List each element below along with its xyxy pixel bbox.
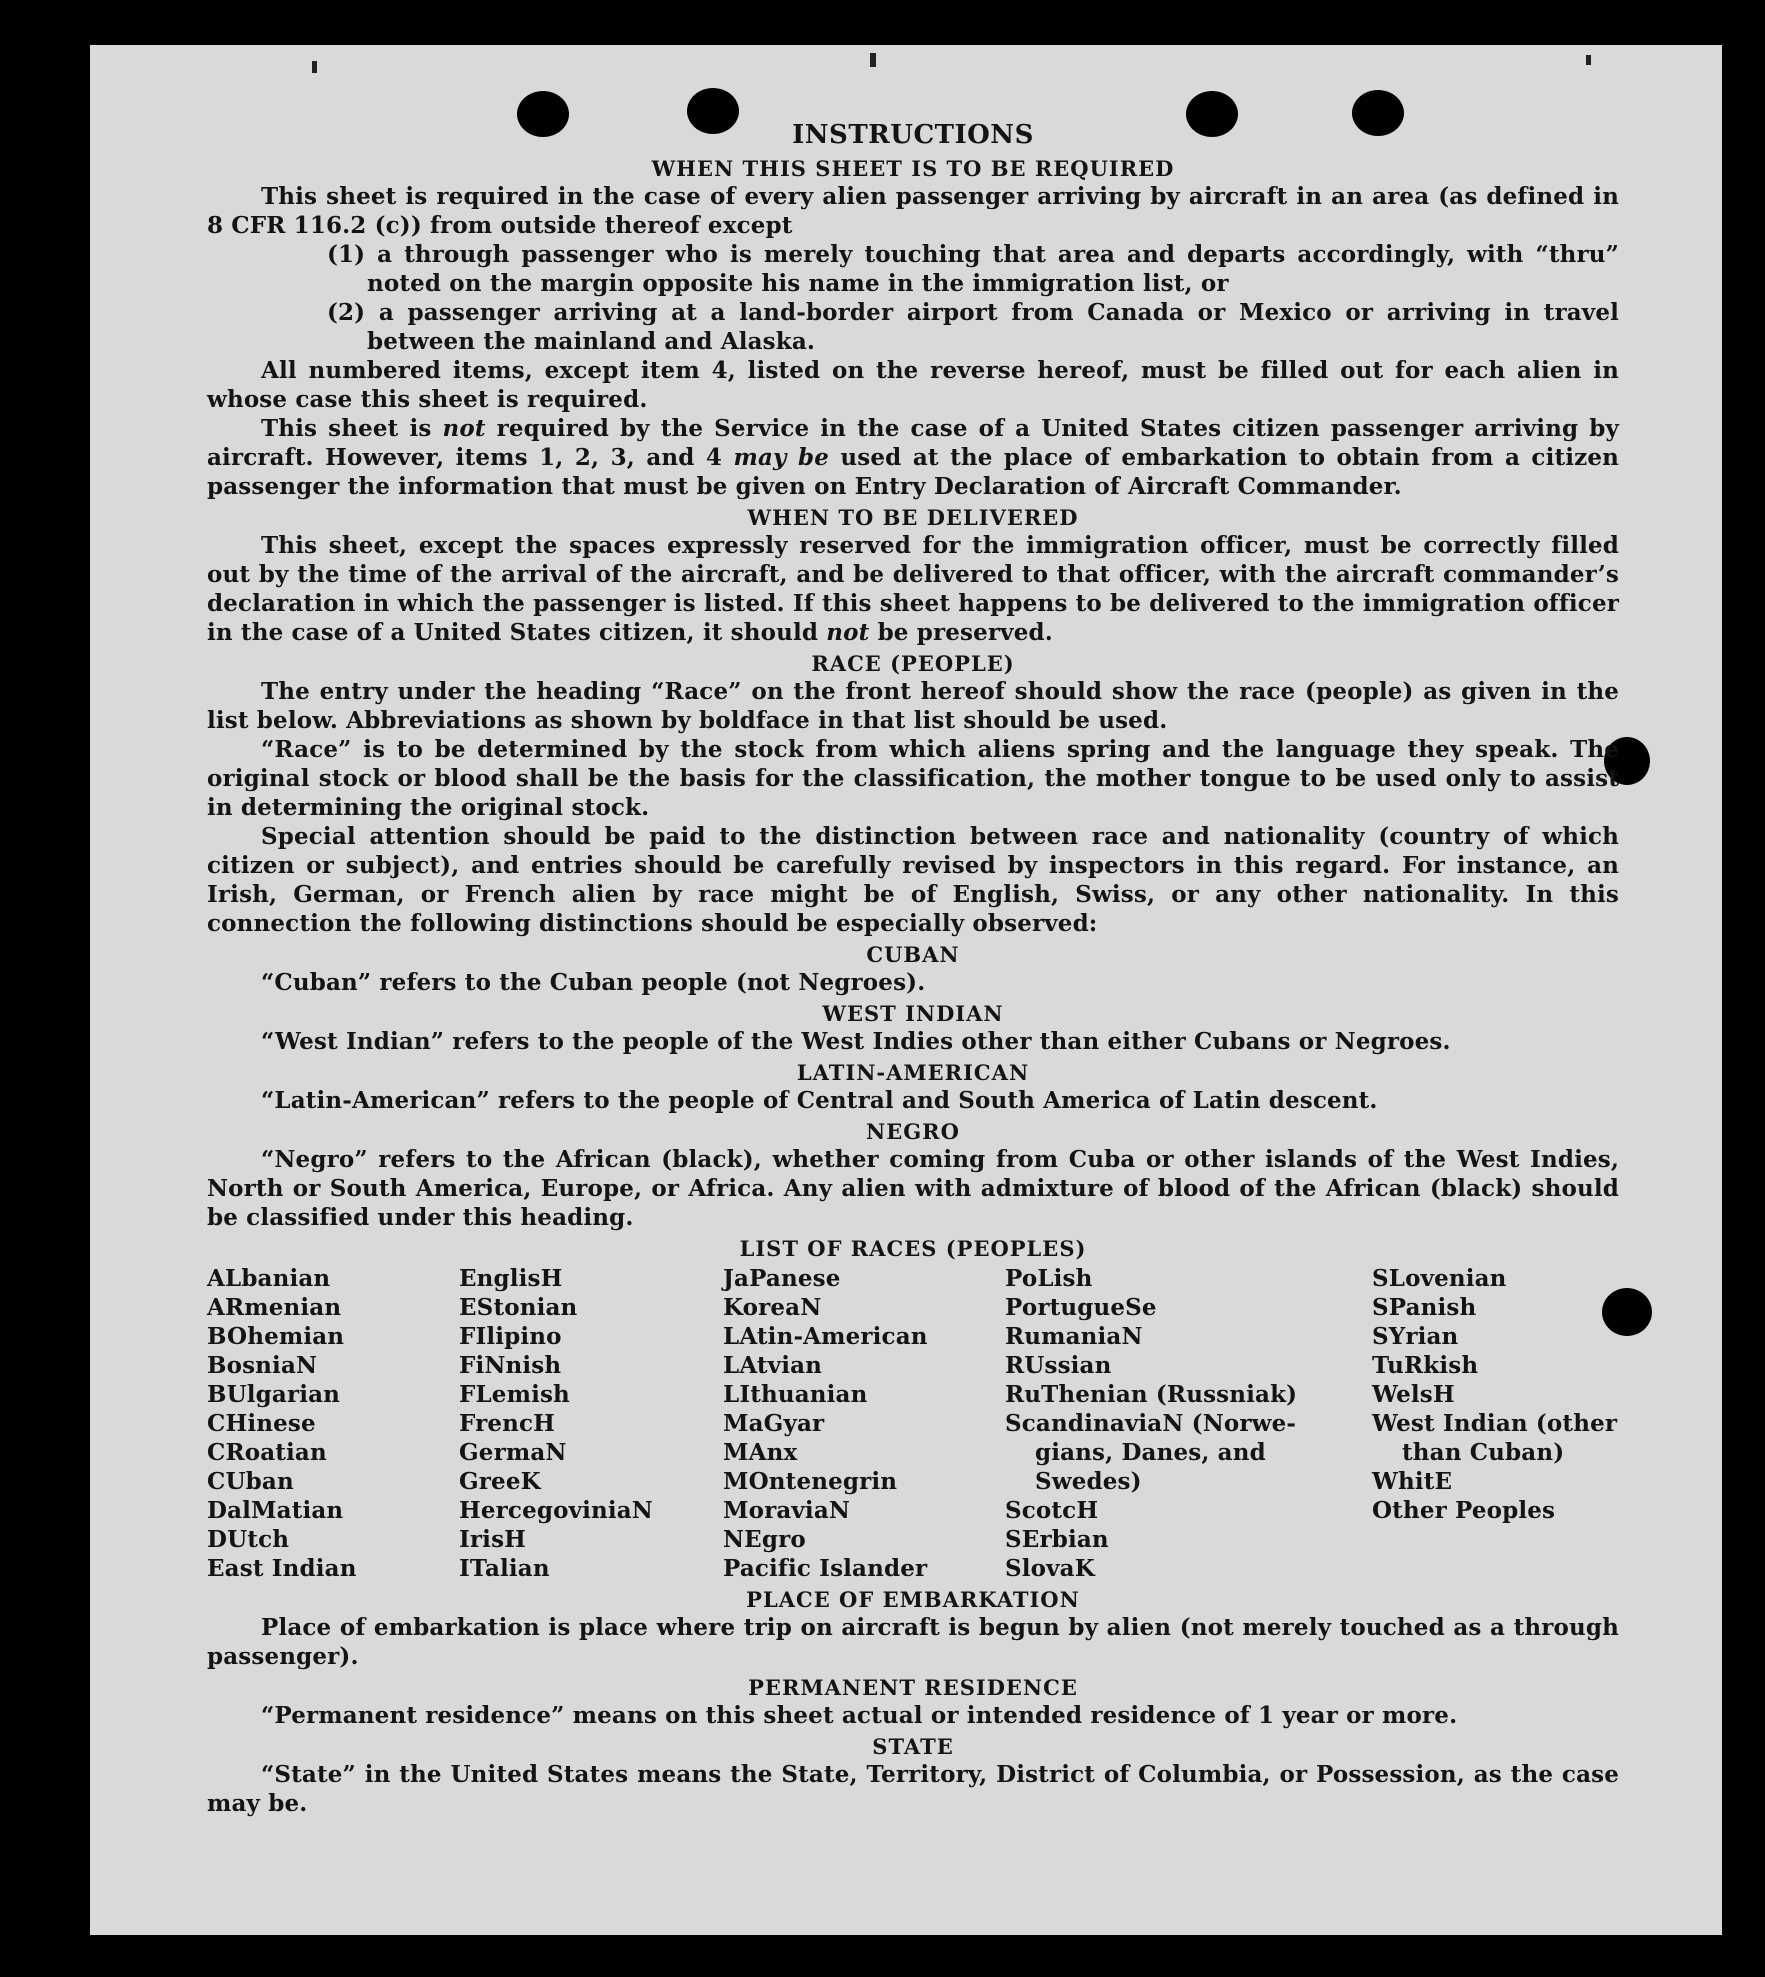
section-heading-race: RACE (PEOPLE) [811, 651, 1015, 676]
race-entry: SLovenian [1372, 1265, 1507, 1292]
race-entry: BOhemian [207, 1323, 345, 1350]
page-title: INSTRUCTIONS [792, 120, 1034, 150]
ink-speck [312, 61, 317, 73]
paragraph: “Latin-American” refers to the people of Central and South America of Latin descent. [261, 1087, 1378, 1114]
race-entry: WelsH [1372, 1381, 1455, 1408]
race-entry: KoreaN [723, 1294, 822, 1321]
section-heading-when-delivered: WHEN TO BE DELIVERED [747, 505, 1079, 530]
race-entry: CRoatian [207, 1439, 327, 1466]
race-entry: West Indian (other [1372, 1410, 1618, 1437]
race-entry: NEgro [723, 1526, 806, 1553]
races-column [723, 1264, 1005, 1583]
race-entry: LAtvian [723, 1352, 823, 1379]
race-entry: SPanish [1372, 1294, 1477, 1321]
race-entry: ARmenian [207, 1294, 342, 1321]
section-heading-embarkation: PLACE OF EMBARKATION [746, 1587, 1080, 1612]
race-entry: JaPanese [723, 1265, 841, 1292]
race-entry: ALbanian [207, 1265, 331, 1292]
races-list [207, 1264, 1619, 1583]
section-heading-negro: NEGRO [866, 1119, 960, 1144]
list-item: (2) a passenger arriving at a land-border airport from Canada or Mexico or arriving in travel between the mainland and Alaska. [327, 299, 1619, 355]
race-entry: FIlipino [459, 1323, 562, 1350]
race-entry: MOntenegrin [723, 1468, 898, 1495]
document-page [90, 45, 1722, 1935]
section-heading-residence: PERMANENT RESIDENCE [748, 1675, 1078, 1700]
paragraph: This sheet, except the spaces expressly reserved for the immigration officer, must be correctly filled out by the time of the arrival of the aircraft, and be delivered to that officer, with the aircraft commander’s declaration in which the passenger is listed. If this sheet happens to be delivered to the immigration officer in the case of a United States citizen, it should not be preserved. [207, 532, 1619, 646]
paragraph: “Race” is to be determined by the stock from which aliens spring and the language they speak. The original stock or blood shall be the basis for the classification, the mother tongue to be used only to assist in determining the original stock. [207, 736, 1619, 821]
paragraph: “West Indian” refers to the people of the West Indies other than either Cubans or Negroes. [261, 1028, 1451, 1055]
race-entry: BosniaN [207, 1352, 318, 1379]
paragraph: “Cuban” refers to the Cuban people (not Negroes). [261, 969, 926, 996]
race-entry: EStonian [459, 1294, 578, 1321]
race-entry: Swedes) [1035, 1468, 1142, 1495]
race-entry: ITalian [459, 1555, 550, 1582]
race-entry: FLemish [459, 1381, 570, 1408]
race-entry: TuRkish [1372, 1352, 1479, 1379]
race-entry: SErbian [1005, 1526, 1109, 1553]
race-entry: CHinese [207, 1410, 316, 1437]
race-entry: MaGyar [723, 1410, 825, 1437]
section-heading-latin-american: LATIN-AMERICAN [796, 1060, 1030, 1085]
paragraph: Place of embarkation is place where trip on aircraft is begun by alien (not merely touched as a through passenger). [207, 1614, 1619, 1670]
race-entry: IrisH [459, 1526, 527, 1553]
paragraph: “Permanent residence” means on this sheet actual or intended residence of 1 year or more. [261, 1702, 1458, 1729]
race-entry: GermaN [459, 1439, 567, 1466]
paragraph: All numbered items, except item 4, listed on the reverse hereof, must be filled out for each alien in whose case this sheet is required. [207, 357, 1619, 413]
race-entry: HercegoviniaN [459, 1497, 653, 1524]
section-heading-cuban: CUBAN [866, 942, 960, 967]
section-heading-list-of-races: LIST OF RACES (PEOPLES) [739, 1236, 1087, 1261]
section-heading-when-required: WHEN THIS SHEET IS TO BE REQUIRED [651, 156, 1175, 181]
race-entry: BUlgarian [207, 1381, 341, 1408]
races-column [1372, 1264, 1619, 1583]
race-entry: LIthuanian [723, 1381, 868, 1408]
race-entry: WhitE [1372, 1468, 1453, 1495]
paragraph: “Negro” refers to the African (black), whether coming from Cuba or other islands of the West Indies, North or South America, Europe, or Africa. Any alien with admixture of blood of the African (black) should be classified under this heading. [207, 1146, 1619, 1231]
race-entry: RuThenian (Russniak) [1005, 1381, 1298, 1408]
paragraph: The entry under the heading “Race” on the front hereof should show the race (people) as given in the list below. Abbreviations as shown by boldface in that list should be used. [207, 678, 1619, 734]
race-entry: PortugueSe [1005, 1294, 1157, 1321]
race-entry: RUssian [1005, 1352, 1112, 1379]
race-entry: SYrian [1372, 1323, 1459, 1350]
race-entry: MoraviaN [723, 1497, 851, 1524]
race-entry: RumaniaN [1005, 1323, 1143, 1350]
race-entry: gians, Danes, and [1035, 1439, 1266, 1466]
race-entry: FrencH [459, 1410, 556, 1437]
paragraph: This sheet is required in the case of every alien passenger arriving by aircraft in an area (as defined in 8 CFR 116.2 (c)) from outside thereof except [207, 183, 1619, 239]
races-column [207, 1264, 459, 1583]
instructions-content [207, 118, 1619, 1818]
race-entry: FiNnish [459, 1352, 562, 1379]
paragraph: “State” in the United States means the State, Territory, District of Columbia, or Possession, as the case may be. [207, 1761, 1619, 1817]
race-entry: Other Peoples [1372, 1497, 1556, 1524]
ink-speck [1586, 55, 1591, 65]
race-entry: LAtin-American [723, 1323, 928, 1350]
paragraph: This sheet is not required by the Service in the case of a United States citizen passenger arriving by aircraft. However, items 1, 2, 3, and 4 may be used at the place of embarkation to obtain from a citizen passenger the information that must be given on Entry Declaration of Aircraft Commander. [207, 415, 1620, 500]
races-column [1005, 1264, 1372, 1583]
paragraph: Special attention should be paid to the distinction between race and nationality (country of which citizen or subject), and entries should be carefully revised by inspectors in this regard. For instance, an Irish, German, or French alien by race might be of English, Swiss, or any other nationality. In this connection the following distinctions should be especially observed: [207, 823, 1619, 937]
race-entry: East Indian [207, 1555, 357, 1582]
race-entry: EnglisH [459, 1265, 563, 1292]
ink-speck [870, 53, 876, 67]
race-entry: CUban [207, 1468, 294, 1495]
race-entry: ScotcH [1005, 1497, 1099, 1524]
race-entry: Pacific Islander [723, 1555, 928, 1582]
section-heading-west-indian: WEST INDIAN [822, 1001, 1004, 1026]
races-column [459, 1264, 723, 1583]
race-entry: PoLish [1005, 1265, 1093, 1292]
race-entry: MAnx [723, 1439, 798, 1466]
list-item: (1) a through passenger who is merely touching that area and departs accordingly, with “thru” noted on the margin opposite his name in the immigration list, or [327, 241, 1619, 297]
race-entry: GreeK [459, 1468, 541, 1495]
race-entry: DUtch [207, 1526, 290, 1553]
race-entry: ScandinaviaN (Norwe- [1005, 1410, 1297, 1437]
section-heading-state: STATE [872, 1734, 954, 1759]
race-entry: SlovaK [1005, 1555, 1095, 1582]
race-entry: than Cuban) [1402, 1439, 1565, 1466]
race-entry: DalMatian [207, 1497, 344, 1524]
